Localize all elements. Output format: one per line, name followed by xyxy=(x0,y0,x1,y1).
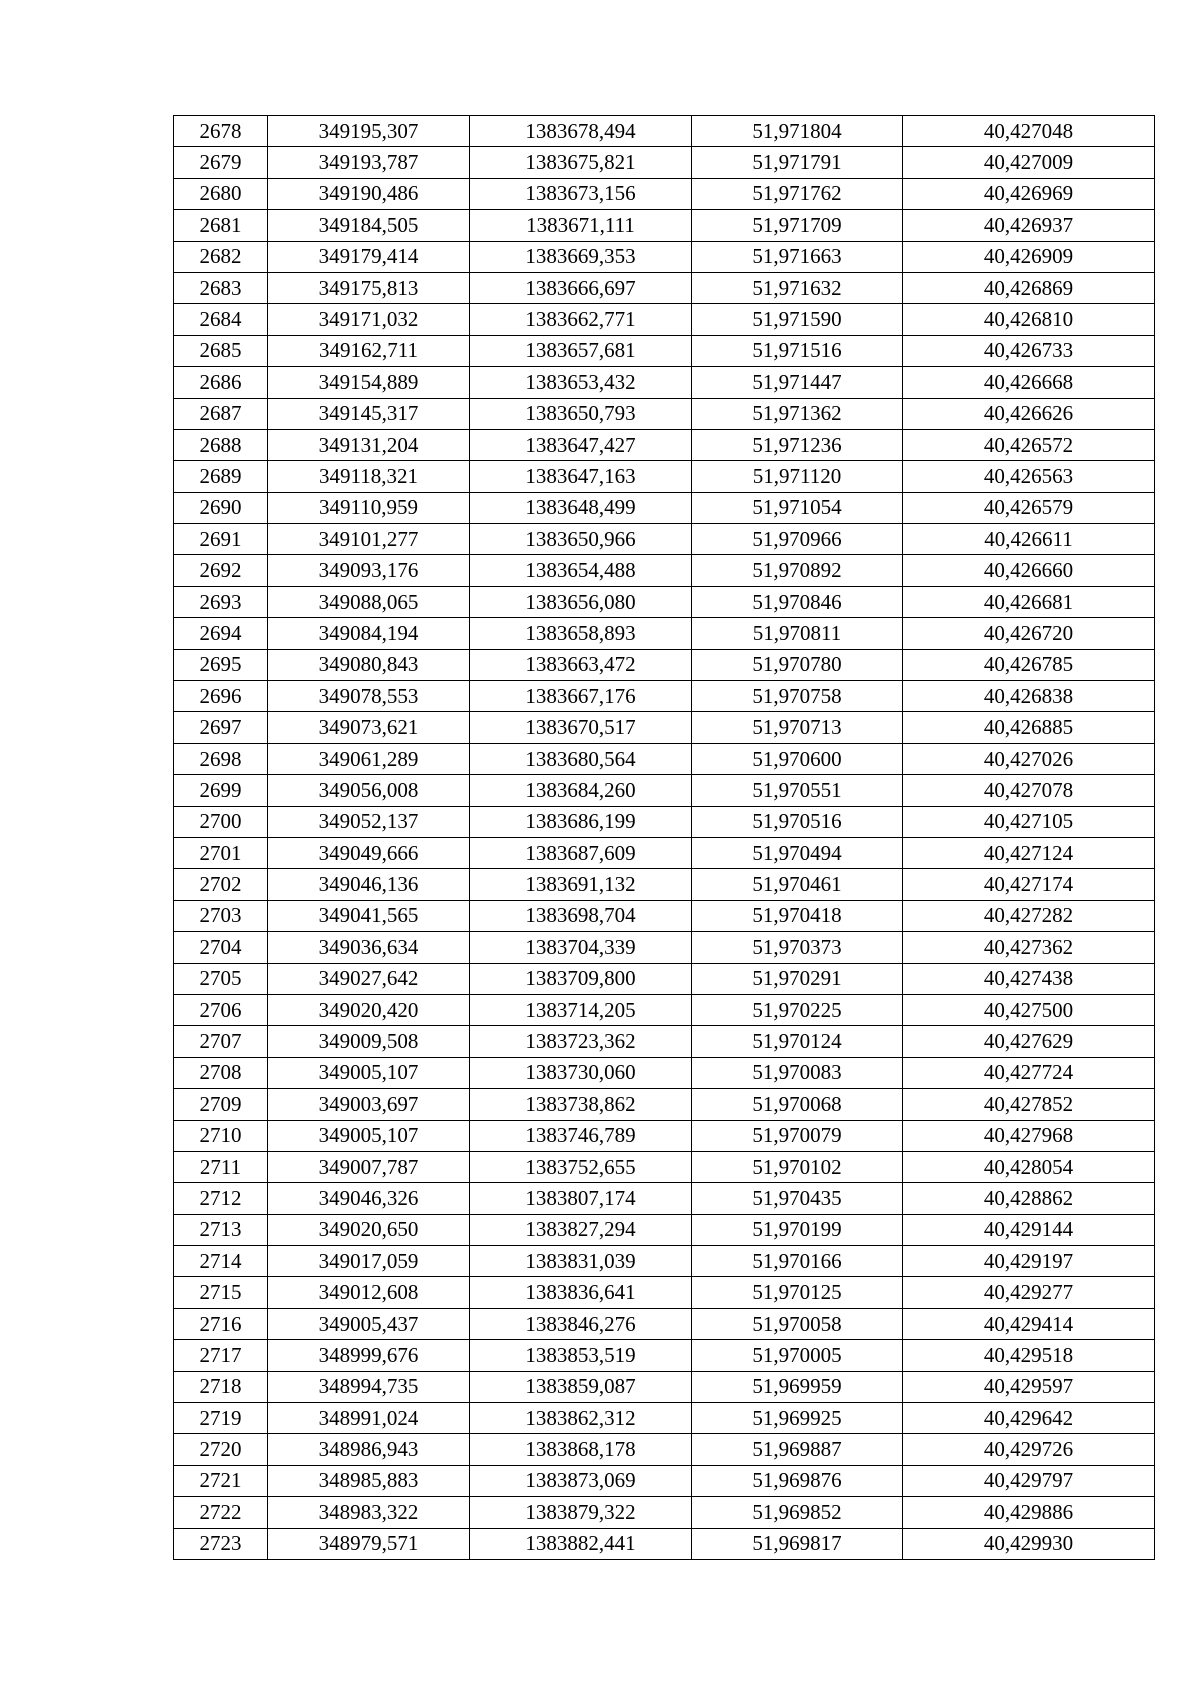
longitude-cell: 40,426668 xyxy=(903,367,1155,398)
table-row xyxy=(174,869,1155,900)
y-coordinate-cell: 1383658,893 xyxy=(470,618,692,649)
table-row xyxy=(174,1465,1155,1496)
x-coordinate-cell: 349052,137 xyxy=(268,806,470,837)
x-coordinate-cell: 349078,553 xyxy=(268,681,470,712)
point-number-cell: 2703 xyxy=(174,900,268,931)
y-coordinate-cell: 1383752,655 xyxy=(470,1151,692,1182)
latitude-cell: 51,970291 xyxy=(692,963,903,994)
point-number-cell: 2694 xyxy=(174,618,268,649)
latitude-cell: 51,970083 xyxy=(692,1057,903,1088)
y-coordinate-cell: 1383657,681 xyxy=(470,335,692,366)
table-row xyxy=(174,147,1155,178)
y-coordinate-cell: 1383648,499 xyxy=(470,492,692,523)
x-coordinate-cell: 349131,204 xyxy=(268,429,470,460)
latitude-cell: 51,970124 xyxy=(692,1026,903,1057)
x-coordinate-cell: 349080,843 xyxy=(268,649,470,680)
table-row xyxy=(174,963,1155,994)
coordinates-table-body xyxy=(174,116,1155,1560)
y-coordinate-cell: 1383704,339 xyxy=(470,932,692,963)
point-number-cell: 2698 xyxy=(174,743,268,774)
longitude-cell: 40,427078 xyxy=(903,775,1155,806)
point-number-cell: 2713 xyxy=(174,1214,268,1245)
latitude-cell: 51,970102 xyxy=(692,1151,903,1182)
y-coordinate-cell: 1383662,771 xyxy=(470,304,692,335)
y-coordinate-cell: 1383680,564 xyxy=(470,743,692,774)
x-coordinate-cell: 348991,024 xyxy=(268,1403,470,1434)
point-number-cell: 2709 xyxy=(174,1089,268,1120)
longitude-cell: 40,429518 xyxy=(903,1340,1155,1371)
point-number-cell: 2684 xyxy=(174,304,268,335)
latitude-cell: 51,971762 xyxy=(692,178,903,209)
x-coordinate-cell: 349012,608 xyxy=(268,1277,470,1308)
point-number-cell: 2723 xyxy=(174,1528,268,1559)
y-coordinate-cell: 1383691,132 xyxy=(470,869,692,900)
table-row xyxy=(174,1214,1155,1245)
point-number-cell: 2701 xyxy=(174,837,268,868)
y-coordinate-cell: 1383678,494 xyxy=(470,116,692,147)
point-number-cell: 2680 xyxy=(174,178,268,209)
latitude-cell: 51,969925 xyxy=(692,1403,903,1434)
y-coordinate-cell: 1383686,199 xyxy=(470,806,692,837)
y-coordinate-cell: 1383807,174 xyxy=(470,1183,692,1214)
y-coordinate-cell: 1383675,821 xyxy=(470,147,692,178)
table-row xyxy=(174,304,1155,335)
y-coordinate-cell: 1383827,294 xyxy=(470,1214,692,1245)
latitude-cell: 51,970068 xyxy=(692,1089,903,1120)
longitude-cell: 40,429197 xyxy=(903,1246,1155,1277)
point-number-cell: 2695 xyxy=(174,649,268,680)
longitude-cell: 40,429930 xyxy=(903,1528,1155,1559)
x-coordinate-cell: 349088,065 xyxy=(268,586,470,617)
x-coordinate-cell: 349184,505 xyxy=(268,210,470,241)
y-coordinate-cell: 1383862,312 xyxy=(470,1403,692,1434)
x-coordinate-cell: 348994,735 xyxy=(268,1371,470,1402)
point-number-cell: 2689 xyxy=(174,461,268,492)
coordinates-table xyxy=(173,115,1155,1560)
longitude-cell: 40,427009 xyxy=(903,147,1155,178)
longitude-cell: 40,426579 xyxy=(903,492,1155,523)
table-row xyxy=(174,994,1155,1025)
table-row xyxy=(174,1497,1155,1528)
point-number-cell: 2710 xyxy=(174,1120,268,1151)
longitude-cell: 40,429726 xyxy=(903,1434,1155,1465)
x-coordinate-cell: 349118,321 xyxy=(268,461,470,492)
latitude-cell: 51,969876 xyxy=(692,1465,903,1496)
longitude-cell: 40,426626 xyxy=(903,398,1155,429)
longitude-cell: 40,426733 xyxy=(903,335,1155,366)
latitude-cell: 51,971447 xyxy=(692,367,903,398)
x-coordinate-cell: 348985,883 xyxy=(268,1465,470,1496)
table-row xyxy=(174,806,1155,837)
y-coordinate-cell: 1383709,800 xyxy=(470,963,692,994)
y-coordinate-cell: 1383667,176 xyxy=(470,681,692,712)
point-number-cell: 2700 xyxy=(174,806,268,837)
longitude-cell: 40,429144 xyxy=(903,1214,1155,1245)
longitude-cell: 40,427048 xyxy=(903,116,1155,147)
x-coordinate-cell: 349027,642 xyxy=(268,963,470,994)
y-coordinate-cell: 1383650,966 xyxy=(470,524,692,555)
longitude-cell: 40,427500 xyxy=(903,994,1155,1025)
point-number-cell: 2697 xyxy=(174,712,268,743)
table-row xyxy=(174,178,1155,209)
latitude-cell: 51,970418 xyxy=(692,900,903,931)
latitude-cell: 51,971516 xyxy=(692,335,903,366)
point-number-cell: 2696 xyxy=(174,681,268,712)
point-number-cell: 2685 xyxy=(174,335,268,366)
point-number-cell: 2705 xyxy=(174,963,268,994)
longitude-cell: 40,427629 xyxy=(903,1026,1155,1057)
y-coordinate-cell: 1383673,156 xyxy=(470,178,692,209)
latitude-cell: 51,970373 xyxy=(692,932,903,963)
y-coordinate-cell: 1383654,488 xyxy=(470,555,692,586)
longitude-cell: 40,429597 xyxy=(903,1371,1155,1402)
x-coordinate-cell: 349005,107 xyxy=(268,1057,470,1088)
y-coordinate-cell: 1383671,111 xyxy=(470,210,692,241)
x-coordinate-cell: 349193,787 xyxy=(268,147,470,178)
latitude-cell: 51,970551 xyxy=(692,775,903,806)
point-number-cell: 2706 xyxy=(174,994,268,1025)
table-row xyxy=(174,429,1155,460)
latitude-cell: 51,970435 xyxy=(692,1183,903,1214)
y-coordinate-cell: 1383836,641 xyxy=(470,1277,692,1308)
latitude-cell: 51,970461 xyxy=(692,869,903,900)
y-coordinate-cell: 1383882,441 xyxy=(470,1528,692,1559)
point-number-cell: 2688 xyxy=(174,429,268,460)
table-row xyxy=(174,1340,1155,1371)
latitude-cell: 51,970600 xyxy=(692,743,903,774)
x-coordinate-cell: 349020,650 xyxy=(268,1214,470,1245)
x-coordinate-cell: 349017,059 xyxy=(268,1246,470,1277)
table-row xyxy=(174,461,1155,492)
longitude-cell: 40,426563 xyxy=(903,461,1155,492)
longitude-cell: 40,426785 xyxy=(903,649,1155,680)
longitude-cell: 40,426720 xyxy=(903,618,1155,649)
latitude-cell: 51,971236 xyxy=(692,429,903,460)
y-coordinate-cell: 1383684,260 xyxy=(470,775,692,806)
longitude-cell: 40,426810 xyxy=(903,304,1155,335)
latitude-cell: 51,971362 xyxy=(692,398,903,429)
longitude-cell: 40,429642 xyxy=(903,1403,1155,1434)
x-coordinate-cell: 349179,414 xyxy=(268,241,470,272)
table-row xyxy=(174,1026,1155,1057)
table-row xyxy=(174,116,1155,147)
point-number-cell: 2686 xyxy=(174,367,268,398)
point-number-cell: 2690 xyxy=(174,492,268,523)
latitude-cell: 51,971804 xyxy=(692,116,903,147)
latitude-cell: 51,970780 xyxy=(692,649,903,680)
x-coordinate-cell: 349110,959 xyxy=(268,492,470,523)
x-coordinate-cell: 348999,676 xyxy=(268,1340,470,1371)
longitude-cell: 40,427362 xyxy=(903,932,1155,963)
table-row xyxy=(174,1371,1155,1402)
x-coordinate-cell: 349036,634 xyxy=(268,932,470,963)
point-number-cell: 2715 xyxy=(174,1277,268,1308)
y-coordinate-cell: 1383663,472 xyxy=(470,649,692,680)
x-coordinate-cell: 349145,317 xyxy=(268,398,470,429)
longitude-cell: 40,429414 xyxy=(903,1308,1155,1339)
x-coordinate-cell: 349046,136 xyxy=(268,869,470,900)
table-row xyxy=(174,586,1155,617)
x-coordinate-cell: 349061,289 xyxy=(268,743,470,774)
longitude-cell: 40,426909 xyxy=(903,241,1155,272)
longitude-cell: 40,426869 xyxy=(903,272,1155,303)
latitude-cell: 51,970058 xyxy=(692,1308,903,1339)
y-coordinate-cell: 1383714,205 xyxy=(470,994,692,1025)
longitude-cell: 40,427282 xyxy=(903,900,1155,931)
y-coordinate-cell: 1383873,069 xyxy=(470,1465,692,1496)
y-coordinate-cell: 1383859,087 xyxy=(470,1371,692,1402)
latitude-cell: 51,970494 xyxy=(692,837,903,868)
longitude-cell: 40,427124 xyxy=(903,837,1155,868)
y-coordinate-cell: 1383647,163 xyxy=(470,461,692,492)
latitude-cell: 51,970811 xyxy=(692,618,903,649)
y-coordinate-cell: 1383669,353 xyxy=(470,241,692,272)
longitude-cell: 40,426572 xyxy=(903,429,1155,460)
point-number-cell: 2702 xyxy=(174,869,268,900)
latitude-cell: 51,971709 xyxy=(692,210,903,241)
table-row xyxy=(174,210,1155,241)
longitude-cell: 40,428054 xyxy=(903,1151,1155,1182)
latitude-cell: 51,970225 xyxy=(692,994,903,1025)
y-coordinate-cell: 1383687,609 xyxy=(470,837,692,868)
latitude-cell: 51,970005 xyxy=(692,1340,903,1371)
y-coordinate-cell: 1383656,080 xyxy=(470,586,692,617)
point-number-cell: 2717 xyxy=(174,1340,268,1371)
table-row xyxy=(174,649,1155,680)
latitude-cell: 51,970516 xyxy=(692,806,903,837)
x-coordinate-cell: 349171,032 xyxy=(268,304,470,335)
point-number-cell: 2682 xyxy=(174,241,268,272)
point-number-cell: 2722 xyxy=(174,1497,268,1528)
y-coordinate-cell: 1383723,362 xyxy=(470,1026,692,1057)
x-coordinate-cell: 349009,508 xyxy=(268,1026,470,1057)
table-row xyxy=(174,335,1155,366)
point-number-cell: 2716 xyxy=(174,1308,268,1339)
longitude-cell: 40,427105 xyxy=(903,806,1155,837)
table-row xyxy=(174,1308,1155,1339)
longitude-cell: 40,427968 xyxy=(903,1120,1155,1151)
table-row xyxy=(174,712,1155,743)
latitude-cell: 51,971590 xyxy=(692,304,903,335)
latitude-cell: 51,971663 xyxy=(692,241,903,272)
table-row xyxy=(174,618,1155,649)
latitude-cell: 51,970079 xyxy=(692,1120,903,1151)
y-coordinate-cell: 1383746,789 xyxy=(470,1120,692,1151)
longitude-cell: 40,426660 xyxy=(903,555,1155,586)
table-row xyxy=(174,1528,1155,1559)
longitude-cell: 40,427724 xyxy=(903,1057,1155,1088)
table-row xyxy=(174,524,1155,555)
longitude-cell: 40,426681 xyxy=(903,586,1155,617)
y-coordinate-cell: 1383698,704 xyxy=(470,900,692,931)
table-row xyxy=(174,900,1155,931)
latitude-cell: 51,970892 xyxy=(692,555,903,586)
table-row xyxy=(174,1089,1155,1120)
longitude-cell: 40,429797 xyxy=(903,1465,1155,1496)
latitude-cell: 51,971054 xyxy=(692,492,903,523)
latitude-cell: 51,969852 xyxy=(692,1497,903,1528)
longitude-cell: 40,428862 xyxy=(903,1183,1155,1214)
longitude-cell: 40,429886 xyxy=(903,1497,1155,1528)
x-coordinate-cell: 349041,565 xyxy=(268,900,470,931)
longitude-cell: 40,427438 xyxy=(903,963,1155,994)
latitude-cell: 51,969959 xyxy=(692,1371,903,1402)
point-number-cell: 2679 xyxy=(174,147,268,178)
x-coordinate-cell: 349005,437 xyxy=(268,1308,470,1339)
x-coordinate-cell: 349093,176 xyxy=(268,555,470,586)
longitude-cell: 40,426969 xyxy=(903,178,1155,209)
point-number-cell: 2719 xyxy=(174,1403,268,1434)
x-coordinate-cell: 348986,943 xyxy=(268,1434,470,1465)
point-number-cell: 2683 xyxy=(174,272,268,303)
longitude-cell: 40,426838 xyxy=(903,681,1155,712)
x-coordinate-cell: 349007,787 xyxy=(268,1151,470,1182)
latitude-cell: 51,969887 xyxy=(692,1434,903,1465)
table-row xyxy=(174,743,1155,774)
table-row xyxy=(174,492,1155,523)
y-coordinate-cell: 1383738,862 xyxy=(470,1089,692,1120)
table-row xyxy=(174,241,1155,272)
point-number-cell: 2704 xyxy=(174,932,268,963)
point-number-cell: 2718 xyxy=(174,1371,268,1402)
x-coordinate-cell: 349049,666 xyxy=(268,837,470,868)
point-number-cell: 2720 xyxy=(174,1434,268,1465)
longitude-cell: 40,426611 xyxy=(903,524,1155,555)
x-coordinate-cell: 349046,326 xyxy=(268,1183,470,1214)
x-coordinate-cell: 349154,889 xyxy=(268,367,470,398)
point-number-cell: 2678 xyxy=(174,116,268,147)
table-row xyxy=(174,932,1155,963)
table-row xyxy=(174,1183,1155,1214)
table-row xyxy=(174,1403,1155,1434)
x-coordinate-cell: 349190,486 xyxy=(268,178,470,209)
table-row xyxy=(174,398,1155,429)
latitude-cell: 51,970166 xyxy=(692,1246,903,1277)
latitude-cell: 51,970713 xyxy=(692,712,903,743)
x-coordinate-cell: 349162,711 xyxy=(268,335,470,366)
x-coordinate-cell: 348983,322 xyxy=(268,1497,470,1528)
table-row xyxy=(174,837,1155,868)
latitude-cell: 51,971791 xyxy=(692,147,903,178)
point-number-cell: 2714 xyxy=(174,1246,268,1277)
point-number-cell: 2699 xyxy=(174,775,268,806)
longitude-cell: 40,426937 xyxy=(903,210,1155,241)
x-coordinate-cell: 349020,420 xyxy=(268,994,470,1025)
y-coordinate-cell: 1383647,427 xyxy=(470,429,692,460)
point-number-cell: 2692 xyxy=(174,555,268,586)
point-number-cell: 2707 xyxy=(174,1026,268,1057)
latitude-cell: 51,970758 xyxy=(692,681,903,712)
x-coordinate-cell: 349056,008 xyxy=(268,775,470,806)
x-coordinate-cell: 348979,571 xyxy=(268,1528,470,1559)
y-coordinate-cell: 1383666,697 xyxy=(470,272,692,303)
longitude-cell: 40,427026 xyxy=(903,743,1155,774)
latitude-cell: 51,970966 xyxy=(692,524,903,555)
y-coordinate-cell: 1383730,060 xyxy=(470,1057,692,1088)
table-row xyxy=(174,681,1155,712)
latitude-cell: 51,970125 xyxy=(692,1277,903,1308)
y-coordinate-cell: 1383853,519 xyxy=(470,1340,692,1371)
latitude-cell: 51,970199 xyxy=(692,1214,903,1245)
x-coordinate-cell: 349175,813 xyxy=(268,272,470,303)
point-number-cell: 2681 xyxy=(174,210,268,241)
point-number-cell: 2693 xyxy=(174,586,268,617)
table-row xyxy=(174,367,1155,398)
point-number-cell: 2687 xyxy=(174,398,268,429)
y-coordinate-cell: 1383831,039 xyxy=(470,1246,692,1277)
longitude-cell: 40,429277 xyxy=(903,1277,1155,1308)
table-row xyxy=(174,555,1155,586)
y-coordinate-cell: 1383653,432 xyxy=(470,367,692,398)
y-coordinate-cell: 1383670,517 xyxy=(470,712,692,743)
longitude-cell: 40,426885 xyxy=(903,712,1155,743)
y-coordinate-cell: 1383879,322 xyxy=(470,1497,692,1528)
x-coordinate-cell: 349195,307 xyxy=(268,116,470,147)
table-row xyxy=(174,1120,1155,1151)
point-number-cell: 2708 xyxy=(174,1057,268,1088)
point-number-cell: 2691 xyxy=(174,524,268,555)
latitude-cell: 51,971632 xyxy=(692,272,903,303)
table-row xyxy=(174,1246,1155,1277)
table-row xyxy=(174,1277,1155,1308)
x-coordinate-cell: 349073,621 xyxy=(268,712,470,743)
latitude-cell: 51,971120 xyxy=(692,461,903,492)
table-row xyxy=(174,1151,1155,1182)
y-coordinate-cell: 1383650,793 xyxy=(470,398,692,429)
latitude-cell: 51,970846 xyxy=(692,586,903,617)
y-coordinate-cell: 1383868,178 xyxy=(470,1434,692,1465)
x-coordinate-cell: 349005,107 xyxy=(268,1120,470,1151)
y-coordinate-cell: 1383846,276 xyxy=(470,1308,692,1339)
point-number-cell: 2721 xyxy=(174,1465,268,1496)
x-coordinate-cell: 349003,697 xyxy=(268,1089,470,1120)
table-row xyxy=(174,1434,1155,1465)
point-number-cell: 2711 xyxy=(174,1151,268,1182)
longitude-cell: 40,427852 xyxy=(903,1089,1155,1120)
table-row xyxy=(174,1057,1155,1088)
x-coordinate-cell: 349084,194 xyxy=(268,618,470,649)
table-row xyxy=(174,272,1155,303)
latitude-cell: 51,969817 xyxy=(692,1528,903,1559)
table-row xyxy=(174,775,1155,806)
point-number-cell: 2712 xyxy=(174,1183,268,1214)
x-coordinate-cell: 349101,277 xyxy=(268,524,470,555)
longitude-cell: 40,427174 xyxy=(903,869,1155,900)
